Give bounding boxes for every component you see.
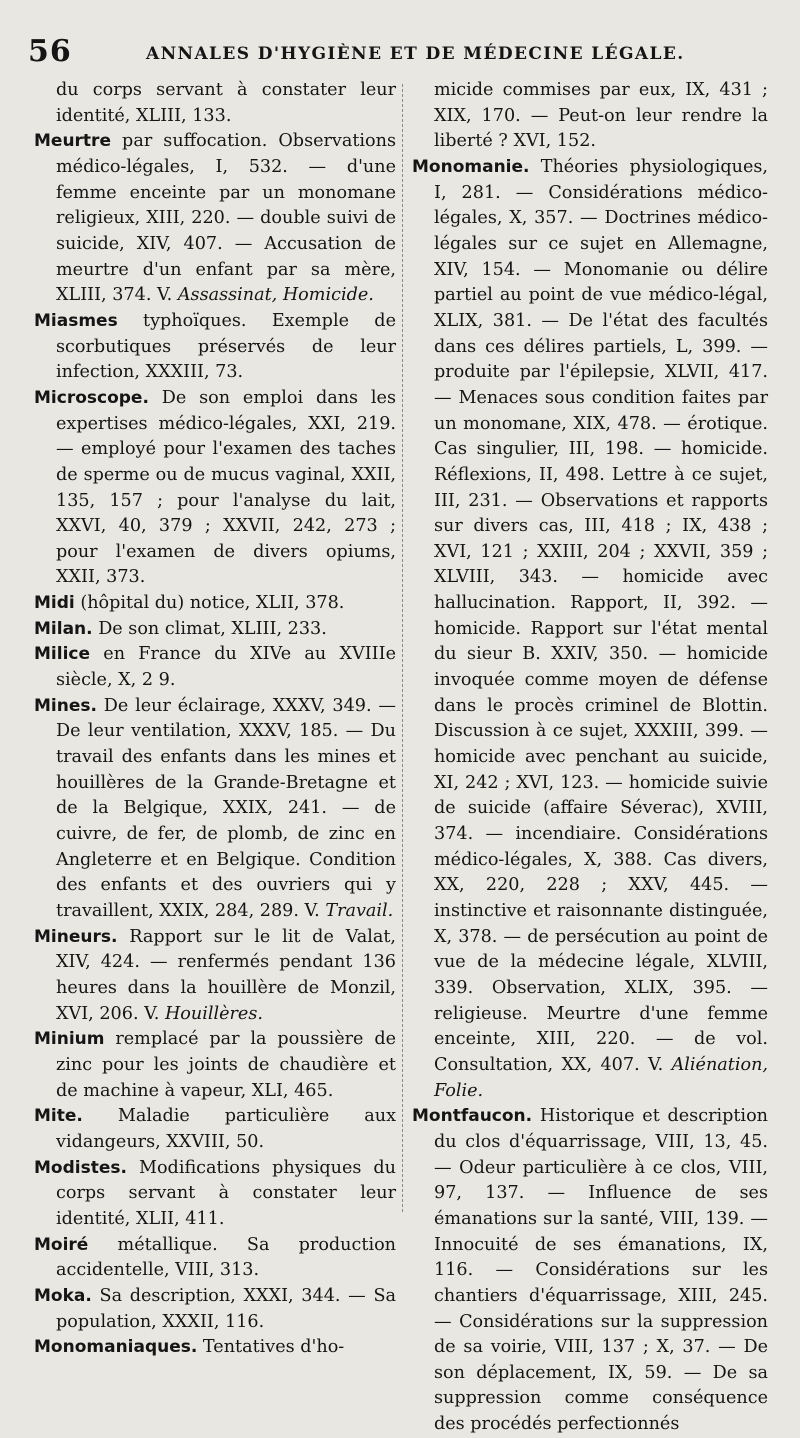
entry-headword: Monomanie. <box>412 156 530 177</box>
entry-headword: Mite. <box>34 1106 83 1127</box>
entry-text: par suffocation. Observations médico-légales, I, 532. — d'une femme enceinte par un monomane religieux, XIII, 220. — double suivi de suicide, XIV, 407. — Accusation de meurtre d'un enfant par sa mère, XLIII, 374. V. <box>56 131 396 306</box>
index-entry <box>34 617 396 643</box>
entry-headword: Meurtre <box>34 131 111 152</box>
index-entry <box>34 694 396 925</box>
entry-text: du corps servant à constater leur identité, XLIII, 133. <box>56 80 396 126</box>
entry-cross-reference: Houillères. <box>164 1003 263 1024</box>
entry-text: typhoïques. Exemple de scorbutiques préservés de leur infection, XXXIII, 73. <box>56 310 396 383</box>
entry-headword: Moiré <box>34 1234 89 1255</box>
column-divider <box>402 84 404 1212</box>
entry-cross-reference: Travail. <box>325 901 394 921</box>
entry-headword: Mines. <box>34 695 97 716</box>
entry-headword: Midi <box>34 593 75 614</box>
entry-headword: Monomaniaques. <box>34 1337 198 1358</box>
index-entry <box>34 386 396 591</box>
entry-text: De son emploi dans les expertises médico-légales, XXI, 219. — employé pour l'examen des taches de sperme ou de mucus vaginal, XXII, 135, 157 ; pour l'analyse du lait, XXVI, 40, 379 ; XXVII, 242, 273 ; pour l'examen de divers opiums, XXII, 373. <box>56 387 396 588</box>
index-entry <box>34 591 396 617</box>
entry-text: Rapport sur le lit de Valat, XIV, 424. — renfermés pendant 136 heures dans la houillère de Monzil, XVI, 206. V. <box>56 926 396 1024</box>
entry-text: en France du XIVe au XVIIIe siècle, X, 2 9. <box>56 644 396 691</box>
index-entry <box>34 1156 396 1233</box>
index-entry <box>412 1104 768 1438</box>
index-entry <box>34 309 396 386</box>
entry-headword: Milice <box>34 644 91 665</box>
index-entry <box>34 1284 396 1335</box>
entry-text: micide commises par eux, IX, 431 ; XIX, 170. — Peut-on leur rendre la liberté ? XVI, 152. <box>434 80 768 152</box>
entry-text: De son climat, XLIII, 233. <box>92 618 327 639</box>
index-entry <box>34 1233 396 1284</box>
page-number: 56 <box>28 34 72 69</box>
entry-cross-reference: Aliénation, Folie. <box>434 1054 768 1101</box>
index-entry <box>412 78 768 155</box>
entry-headword: Mineurs. <box>34 926 118 947</box>
entry-headword: Microscope. <box>34 387 149 408</box>
index-entry <box>34 1027 396 1104</box>
entry-text: Tentatives d'ho- <box>197 1337 345 1358</box>
right-column <box>412 78 768 1438</box>
entry-text: De leur éclairage, XXXV, 349. — De leur ventilation, XXXV, 185. — Du travail des enfants dans les mines et houillères de la Grande-Bretagne et de la Belgique, XXIX, 241. — de cuivre, de fer, de plomb, de zinc en Angleterre et en Belgique. Condition des enfants et des ouvriers qui y travaillent, XXIX, 284, 289. V. <box>56 695 396 921</box>
entry-text: Sa description, XXXI, 344. — Sa population, XXXII, 116. <box>56 1285 396 1332</box>
index-entry <box>34 129 396 309</box>
index-entry <box>412 155 768 1104</box>
entry-text: Historique et description du clos d'équarrissage, VIII, 13, 45. — Odeur particulière à ce clos, VIII, 97, 137. — Influence de ses émanations sur la santé, VIII, 139. — Innocuité de ses émanations, IX, 116. — Considérations sur les chantiers d'équarrissage, XIII, 245. — Considérations sur la suppression de sa voirie, VIII, 137 ; X, 37. — De son déplacement, IX, 59. — De sa suppression comme conséquence des procédés perfectionnés <box>434 1106 768 1435</box>
entry-headword: Modistes. <box>34 1157 127 1178</box>
entry-text: Théories physiologiques, I, 281. — Considérations médico-légales, X, 357. — Doctrines médico-légales sur ce sujet en Allemagne, XIV, 154. — Monomanie ou délire partiel au point de vue médico-légal, XLIX, 381. — De l'état des facultés dans ces délires partiels, L, 399. — produite par l'épilepsie, XLVII, 417. — Menaces sous condition faites par un monomane, XIX, 478. — érotique. Cas singulier, III, 198. — homicide. Réflexions, II, 498. Lettre à ce sujet, III, 231. — Observations et rapports sur divers cas, III, 418 ; IX, 438 ; XVI, 121 ; XXIII, 204 ; XXVII, 359 ; XLVIII, 343. — homicide avec hallucination. Rapport, II, 392. — homicide. Rapport sur l'état mental du sieur B. XXIV, 350. — homicide invoquée comme moyen de défense dans le procès criminel de Blottin. Discussion à ce sujet, XXXIII, 399. — homicide avec penchant au suicide, XI, 242 ; XVI, 123. — homicide suivie de suicide (affaire Séverac), XVIII, 374. — incendiaire. Considérations médico-légales, X, 388. Cas divers, XX, 220, 228 ; XXV, 445. — instinctive et raisonnante distinguée, X, 378. — de persécution au point de vue de la médecine légale, XLVIII, 339. Observation, XLIX, 395. — religieuse. Meurtre d'une femme enceinte, XIII, 220. — de vol. Consultation, XX, 407. V. <box>434 156 768 1075</box>
index-entry <box>34 642 396 693</box>
index-entry <box>34 1104 396 1155</box>
entry-cross-reference: Assassinat, Homicide. <box>177 285 374 306</box>
index-entry <box>34 925 396 1028</box>
entry-text: remplacé par la poussière de zinc pour les joints de chaudière et de machine à vapeur, XLI, 465. <box>56 1029 396 1101</box>
index-entry <box>34 78 396 129</box>
entry-text: Modifications physiques du corps servant à constater leur identité, XLII, 411. <box>56 1157 396 1229</box>
index-entry <box>34 1335 396 1361</box>
entry-text: métallique. Sa production accidentelle, VIII, 313. <box>56 1234 396 1281</box>
entry-headword: Minium <box>34 1029 105 1050</box>
entry-text: (hôpital du) notice, XLII, 378. <box>74 593 345 614</box>
running-title: ANNALES D'HYGIÈNE ET DE MÉDECINE LÉGALE. <box>146 44 685 64</box>
entry-headword: Miasmes <box>34 310 118 331</box>
page-header <box>28 34 778 74</box>
entry-headword: Milan. <box>34 618 93 639</box>
entry-headword: Montfaucon. <box>412 1106 533 1127</box>
entry-headword: Moka. <box>34 1285 92 1306</box>
entry-text: Maladie particulière aux vidangeurs, XXVIII, 50. <box>56 1106 396 1152</box>
left-column <box>34 78 396 1361</box>
